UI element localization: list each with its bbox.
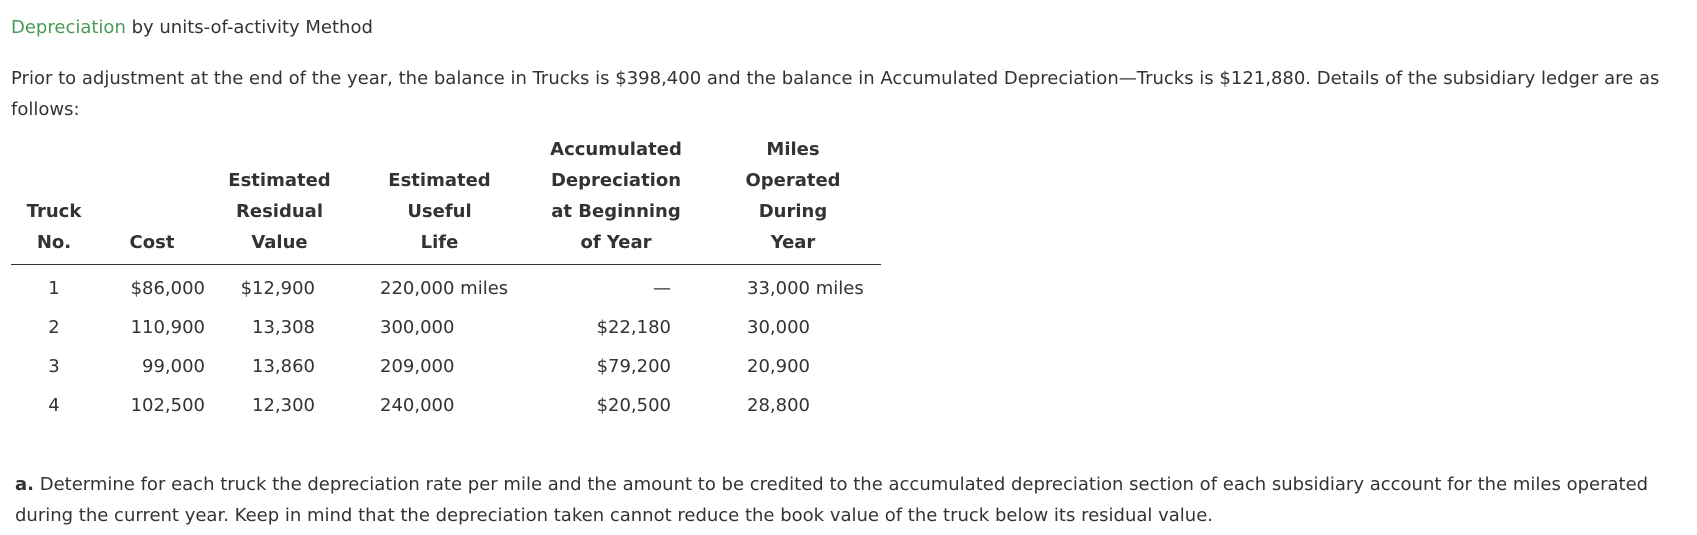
question-text: Determine for each truck the depreciation rate per mile and the amount to be credited to the accumulated depreciation section of each subsidiary account for the miles operated during the current year. Keep in mind that the depreciation taken cannot reduce the book value of the truck below its residual value. [15,474,1649,526]
cell-residual: $12,900 [240,278,315,299]
header-line: Operated [745,170,841,191]
cell-residual: 12,300 [252,395,315,416]
header-line: Cost [129,232,175,253]
cell-cost: 99,000 [142,356,205,377]
cell-residual: 13,860 [252,356,315,377]
header-miles-operated [705,134,881,265]
cell-residual: 13,308 [252,317,315,338]
table-row [11,308,881,347]
header-line: Life [420,232,459,253]
cell-truck-no: 2 [48,317,60,338]
depreciation-link[interactable]: Depreciation [11,17,126,38]
header-truck-no [11,134,97,265]
question-label: a. [15,474,34,495]
subsidiary-ledger-table [11,134,881,425]
header-line: Estimated [228,170,331,191]
cell-truck-no: 1 [48,278,60,299]
header-line: Residual [236,201,323,222]
header-line: of Year [580,232,652,253]
header-line: Depreciation [550,170,682,191]
header-line: Estimated [388,170,491,191]
header-line: Useful [407,201,472,222]
cell-accumulated: — [653,278,671,299]
cell-accumulated: $79,200 [596,356,671,377]
table-header-row [11,134,881,265]
cell-truck-no: 4 [48,395,60,416]
header-cost [97,134,207,265]
cell-life: 300,000 [380,317,455,338]
header-residual-value [207,134,352,265]
header-line: Accumulated [550,139,682,160]
header-useful-life [352,134,527,265]
question-a [15,469,1690,531]
header-accumulated-depreciation [527,134,705,265]
cell-accumulated: $22,180 [596,317,671,338]
cell-cost: 102,500 [130,395,205,416]
cell-miles: 28,800 [747,395,810,416]
cell-miles: 30,000 [747,317,810,338]
table-row [11,386,881,425]
header-line: During [758,201,828,222]
intro-paragraph: Prior to adjustment at the end of the year, the balance in Trucks is $398,400 and the balance in Accumulated Depreciation—Trucks is $121,880. Details of the subsidiary ledger are as follows: [11,68,1660,120]
table-row [11,347,881,386]
cell-accumulated: $20,500 [596,395,671,416]
cell-life: 209,000 [380,356,455,377]
title-rest: by units-of-activity Method [125,17,373,38]
cell-cost: $86,000 [130,278,205,299]
header-line: No. [36,232,72,253]
cell-life: 220,000 miles [380,278,509,299]
table-row [11,265,881,309]
cell-truck-no: 3 [48,356,60,377]
cell-miles: 33,000 miles [747,278,864,299]
cell-miles: 20,900 [747,356,810,377]
header-line: Value [251,232,308,253]
page-title [11,16,373,40]
header-line: Miles [766,139,820,160]
header-line: Truck [26,201,82,222]
header-line: at Beginning [551,201,681,222]
cell-cost: 110,900 [130,317,205,338]
cell-life: 240,000 [380,395,455,416]
header-line: Year [770,232,816,253]
